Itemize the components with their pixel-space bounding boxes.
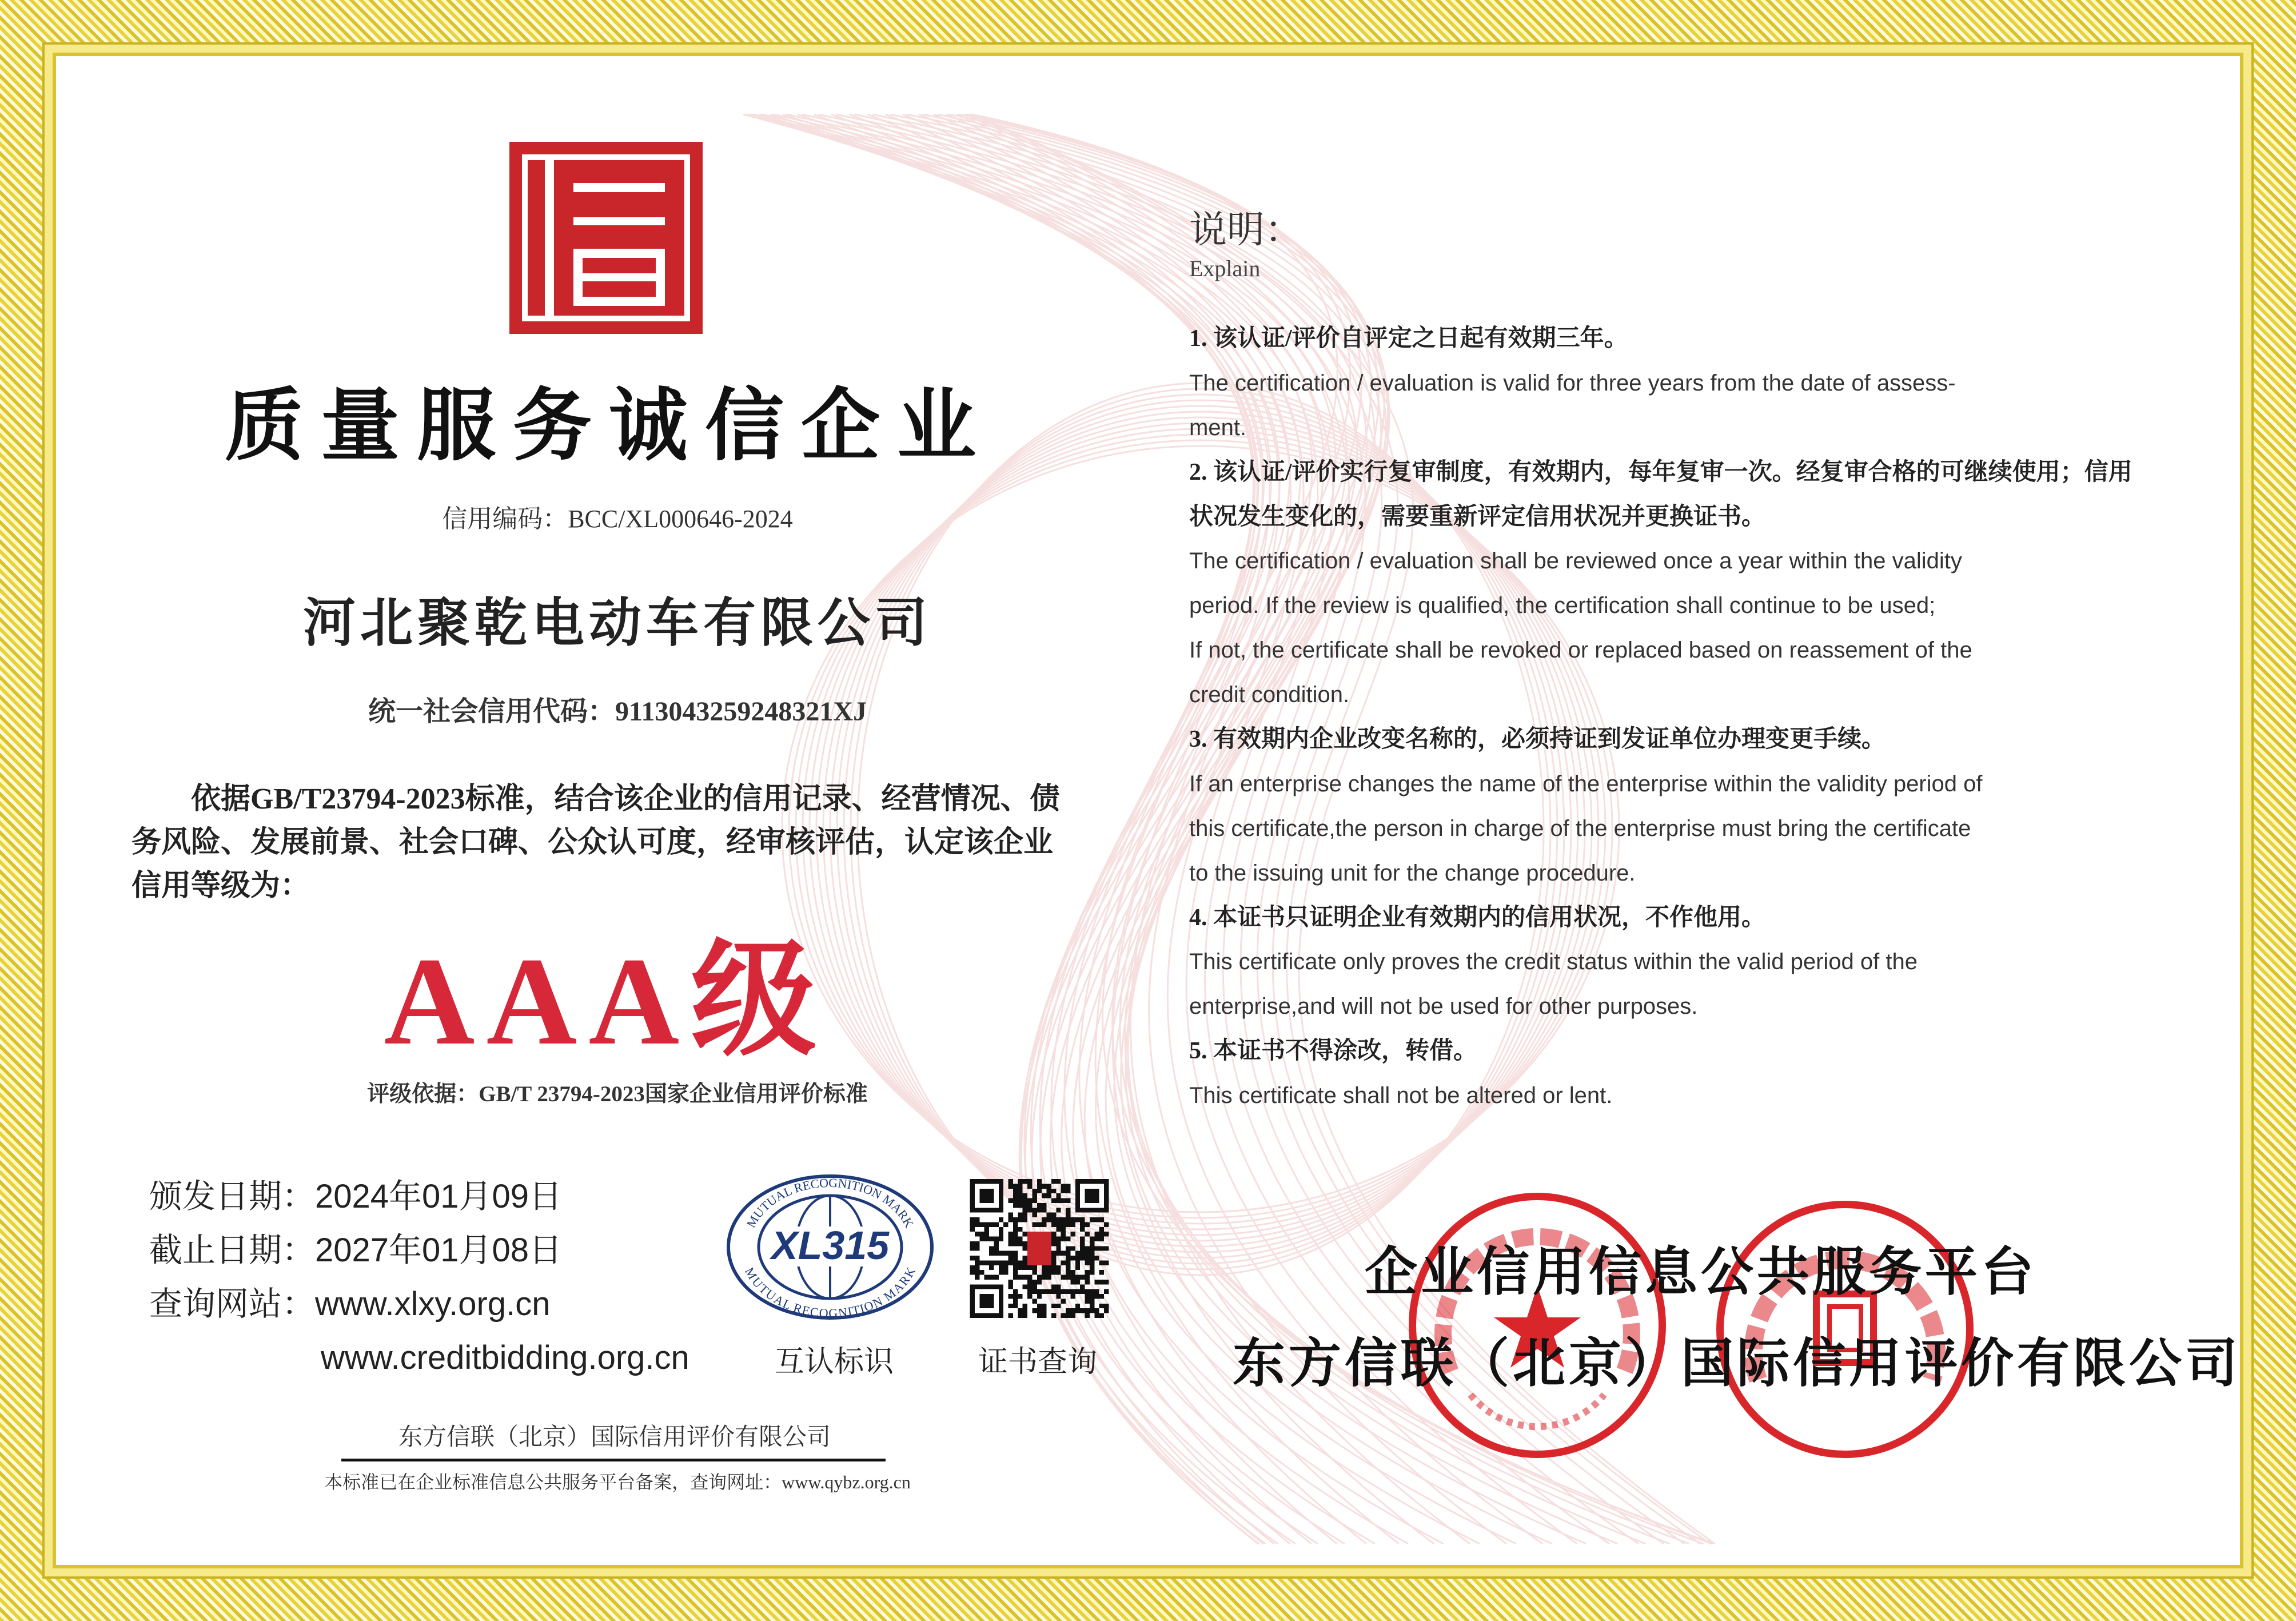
- unified-social-credit-code: 统一社会信用代码：9113043259248321XJ: [368, 696, 867, 727]
- credit-logo: [509, 142, 703, 334]
- explain-line: 5. 本证书不得涂改，转借。: [1189, 1038, 1478, 1065]
- explain-line: to the issuing unit for the change procedure.: [1189, 860, 1636, 886]
- rating-statement: 依据GB/T23794-2023标准，结合该企业的信用记录、经营情况、债务风险、发展前景、社会口碑、公众认可度，经审核评估，认定该企业信用等级为：: [131, 783, 1060, 902]
- divider: [341, 1459, 886, 1461]
- explain-line: This certificate only proves the credit status within the valid period of the: [1189, 949, 1918, 975]
- explain-line: period. If the review is qualified, the certification shall continue to be used;: [1189, 593, 1936, 619]
- qr-caption: 证书查询: [978, 1345, 1098, 1379]
- explain-line: The certification / evaluation shall be reviewed once a year within the validity: [1189, 548, 1962, 574]
- explain-line: 3. 有效期内企业改变名称的，必须持证到发证单位办理变更手续。: [1189, 726, 1886, 753]
- explain-line: credit condition.: [1189, 682, 1350, 708]
- issue-date: 颁发日期：2024年01月09日: [149, 1178, 563, 1215]
- platform-signature: 企业信用信息公共服务平台: [1365, 1243, 2038, 1301]
- explain-line: 4. 本证书只证明企业有效期内的信用状况，不作他用。: [1189, 904, 1766, 931]
- issuer-name: 东方信联（北京）国际信用评价有限公司: [398, 1424, 831, 1451]
- company-name: 河北聚乾电动车有限公司: [302, 594, 932, 652]
- certificate-title: 质量服务诚信企业: [224, 380, 993, 472]
- mutual-mark-caption: 互认标识: [775, 1345, 894, 1379]
- explain-heading-en: Explain: [1189, 256, 1261, 281]
- website-link-2[interactable]: www.creditbidding.org.cn: [321, 1339, 689, 1376]
- website-row: [149, 1284, 550, 1324]
- explain-heading-zh: 说明：: [1189, 209, 1302, 251]
- explain-list: [1189, 324, 2195, 1125]
- filing-note: 本标准已在企业标准信息公共服务平台备案，查询网址：www.qybz.org.cn: [324, 1472, 911, 1492]
- seal-issuer: [1409, 1193, 1666, 1458]
- explain-line: 1. 该认证/评价自评定之日起有效期三年。: [1189, 325, 1628, 352]
- explain-line: The certification / evaluation is valid for three years from the date of assess-: [1189, 370, 1956, 396]
- explain-line: 状况发生变化的，需要重新评定信用状况并更换证书。: [1189, 503, 1766, 530]
- mark-text-top: MUTUAL RECOGNITION MARK: [743, 1175, 917, 1230]
- rating-basis: 评级依据：GB/T 23794-2023国家企业信用评价标准: [367, 1082, 868, 1106]
- xl315-brand: XL315: [771, 1223, 890, 1268]
- company-signature: 东方信联（北京）国际信用评价有限公司: [1233, 1335, 2242, 1393]
- mark-text-bottom: MUTUAL RECOGNITION MARK: [742, 1265, 918, 1321]
- explain-line: This certificate shall not be altered or lent.: [1189, 1083, 1613, 1109]
- explain-line: 2. 该认证/评价实行复审制度，有效期内，每年复审一次。经复审合格的可继续使用；信用: [1189, 459, 2132, 485]
- website-label: 查询网站：: [149, 1285, 316, 1323]
- credit-grade: AAA级: [384, 931, 828, 1071]
- credit-code: 信用编码：BCC/XL000646-2024: [442, 505, 793, 533]
- explain-line: If an enterprise changes the name of the enterprise within the validity period of: [1189, 771, 1983, 796]
- seal-platform: [1716, 1201, 1974, 1458]
- explain-line: If not, the certificate shall be revoked or replaced based on reassement of the: [1189, 638, 1972, 663]
- explain-line: this certificate,the person in charge of the enterprise must bring the certificate: [1189, 815, 1971, 841]
- expiry-date: 截止日期：2027年01月08日: [149, 1232, 563, 1269]
- explain-line: enterprise,and will not be used for other purposes.: [1189, 994, 1698, 1019]
- qr-code[interactable]: [969, 1179, 1110, 1318]
- mutual-recognition-mark: [724, 1172, 936, 1322]
- website-link-1[interactable]: www.xlxy.org.cn: [315, 1285, 551, 1323]
- explain-line: ment.: [1189, 415, 1247, 440]
